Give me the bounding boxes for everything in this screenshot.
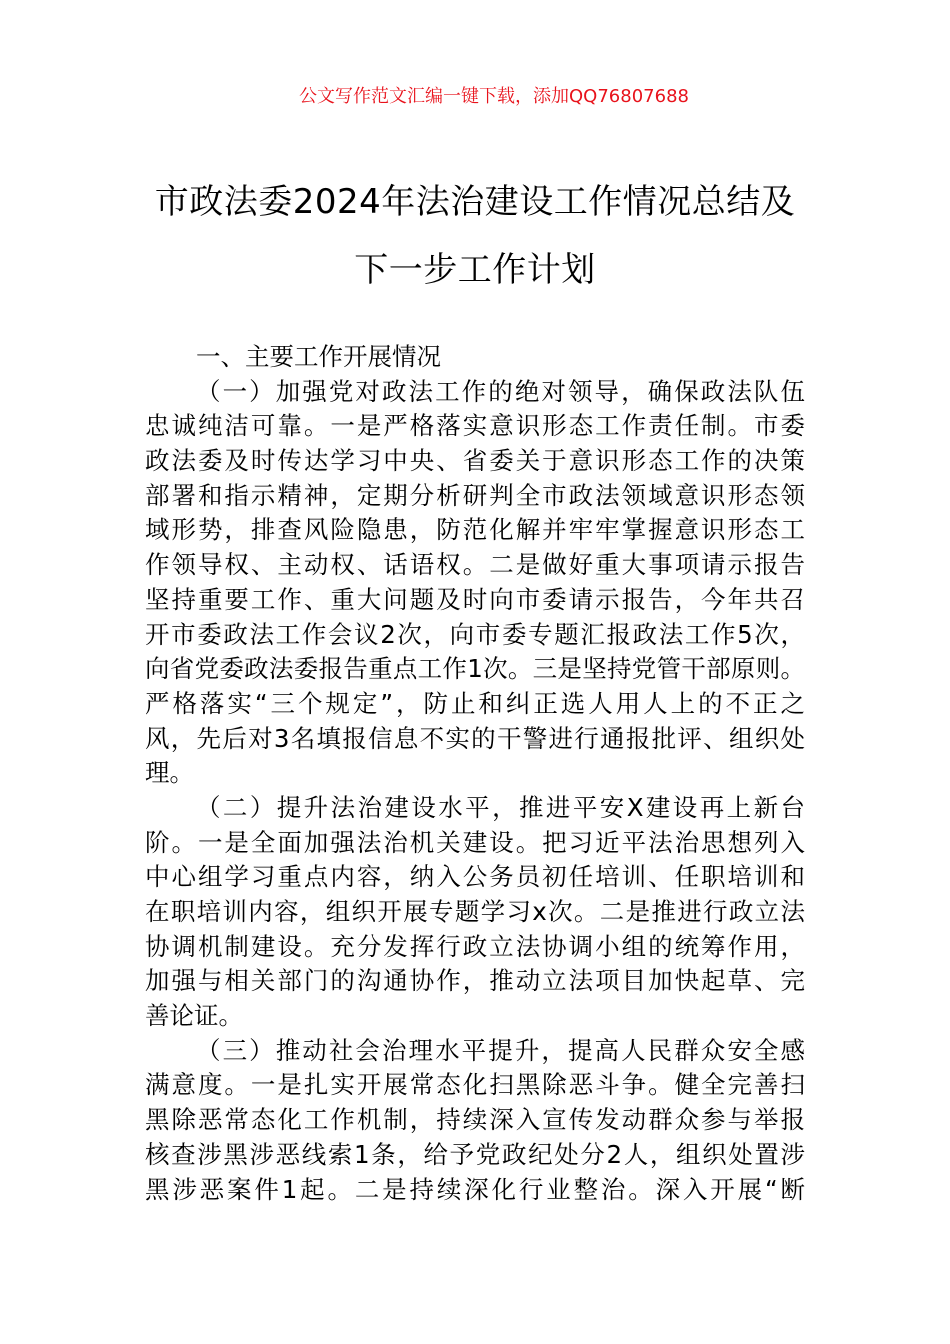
- section-heading: 一、主要工作开展情况: [196, 342, 441, 371]
- document-title-line-1: 市政法委2024年法治建设工作情况总结及: [154, 182, 796, 222]
- paragraph-line: 黑除恶常态化工作机制，持续深入宣传发动群众参与举报: [145, 1105, 805, 1135]
- paragraph-line: 在职培训内容，组织开展专题学习x次。二是推进行政立法: [145, 897, 805, 926]
- paragraph-line: 向省党委政法委报告重点工作1次。三是坚持党管干部原则。: [145, 654, 805, 684]
- paragraph-line: （二）提升法治建设水平，推进平安X建设再上新台: [196, 792, 805, 822]
- paragraph-line: 黑涉恶案件1起。二是持续深化行业整治。深入开展“断: [145, 1174, 805, 1204]
- paragraph-line: 政法委及时传达学习中央、省委关于意识形态工作的决策: [145, 446, 805, 476]
- paragraph-line: 忠诚纯洁可靠。一是严格落实意识形态工作责任制。市委: [145, 411, 805, 441]
- paragraph-line: 严格落实“三个规定”，防止和纠正选人用人上的不正之: [145, 688, 805, 718]
- paragraph-line: 开市委政法工作会议2次，向市委专题汇报政法工作5次，: [145, 619, 805, 649]
- paragraph-line: 核查涉黑涉恶线索1条，给予党政纪处分2人，组织处置涉: [145, 1139, 805, 1169]
- document-body: [145, 340, 805, 1207]
- paragraph-line: 部署和指示精神，定期分析研判全市政法领域意识形态领: [145, 480, 805, 510]
- paragraph-line: 善论证。: [145, 1001, 243, 1031]
- paragraph-line: 满意度。一是扎实开展常态化扫黑除恶斗争。健全完善扫: [145, 1070, 805, 1100]
- paragraph-line: （三）推动社会治理水平提升，提高人民群众安全感: [196, 1035, 805, 1065]
- paragraph-line: （一）加强党对政法工作的绝对领导，确保政法队伍: [196, 376, 805, 406]
- paragraph-line: 协调机制建设。充分发挥行政立法协调小组的统筹作用，: [145, 931, 805, 961]
- paragraph-line: 阶。一是全面加强法治机关建设。把习近平法治思想列入: [145, 827, 805, 857]
- paragraph-line: 坚持重要工作、重大问题及时向市委请示报告，今年共召: [145, 584, 805, 614]
- paragraph-line: 加强与相关部门的沟通协作，推动立法项目加快起草、完: [145, 966, 805, 996]
- paragraph-line: 风，先后对3名填报信息不实的干警进行通报批评、组织处: [145, 723, 805, 753]
- paragraph-line: 域形势，排查风险隐患，防范化解并牢牢掌握意识形态工: [145, 515, 805, 545]
- paragraph-line: 理。: [145, 758, 194, 788]
- document-title-line-2: 下一步工作计划: [354, 250, 596, 290]
- download-banner-text: 公文写作范文汇编一键下载，添加QQ76807688: [299, 86, 689, 107]
- paragraph-line: 作领导权、主动权、话语权。二是做好重大事项请示报告: [145, 550, 805, 580]
- paragraph-line: 中心组学习重点内容，纳入公务员初任培训、任职培训和: [145, 862, 805, 892]
